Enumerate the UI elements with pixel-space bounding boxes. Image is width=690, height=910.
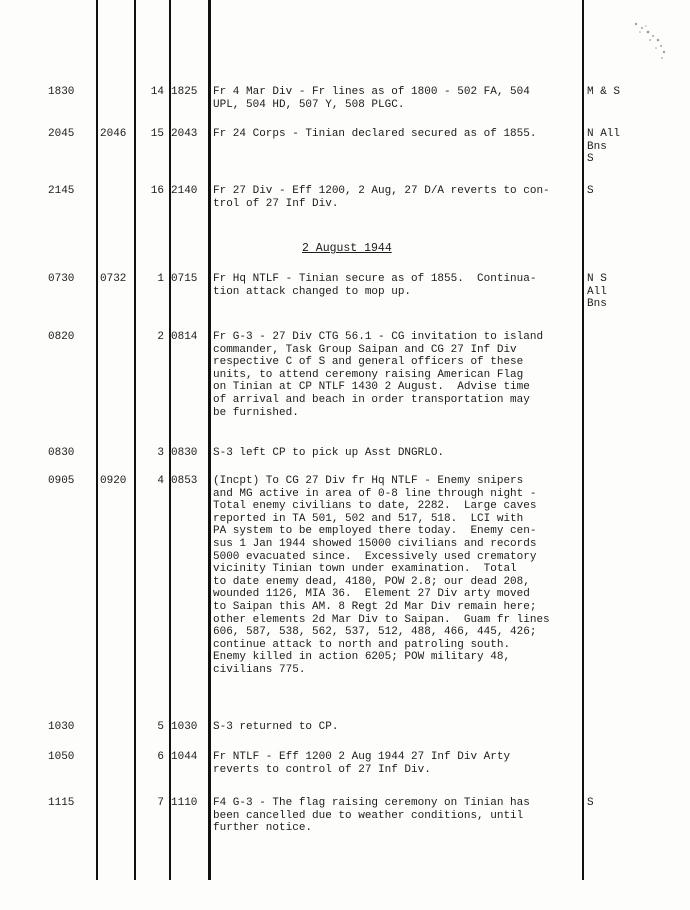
time-received: 1050 bbox=[48, 751, 75, 763]
message-line: Fr G-3 - 27 Div CTG 56.1 - CG invitation to island bbox=[213, 331, 544, 343]
message-line: units, to attend ceremony raising American Flag bbox=[213, 368, 524, 381]
action-initials: All bbox=[587, 285, 607, 298]
message-line: trol of 27 Inf Div. bbox=[213, 197, 339, 210]
time-of-origin: 0853 bbox=[171, 475, 198, 487]
message-line: continue attack to north and patroling south. bbox=[213, 638, 511, 651]
time-received: 2145 bbox=[48, 185, 75, 197]
message-line: to date enemy dead, 4180, POW 2.8; our dead 208, bbox=[213, 575, 530, 588]
time-received: 1115 bbox=[48, 797, 75, 809]
time-of-origin: 0814 bbox=[171, 331, 198, 343]
time-of-origin: 1825 bbox=[171, 86, 198, 98]
time-received: 0820 bbox=[48, 331, 75, 343]
message-line: 5000 evacuated since. Excessively used crematory bbox=[213, 550, 537, 563]
time-of-origin: 1044 bbox=[171, 751, 198, 763]
serial-number: 2 bbox=[157, 331, 164, 343]
date-heading: 2 August 1944 bbox=[302, 242, 392, 255]
message-line: Fr 4 Mar Div - Fr lines as of 1800 - 502 FA, 504 bbox=[213, 86, 530, 98]
serial-number: 4 bbox=[157, 475, 164, 487]
time-of-origin: 2140 bbox=[171, 185, 198, 197]
message-line: commander, Task Group Saipan and CG 27 Inf Div bbox=[213, 343, 517, 356]
message-line: PA system to be employed there today. Enemy cen- bbox=[213, 525, 537, 538]
time-received: 1030 bbox=[48, 721, 75, 733]
column-rule bbox=[208, 0, 211, 880]
time-sent: 0920 bbox=[100, 475, 127, 487]
message-line: S-3 left CP to pick up Asst DNGRLO. bbox=[213, 447, 445, 459]
message-line: reported in TA 501, 502 and 517, 518. LCI with bbox=[213, 512, 524, 525]
time-received: 0830 bbox=[48, 447, 75, 459]
message-line: Total enemy civilians to date, 2282. Large caves bbox=[213, 500, 537, 513]
time-received: 0905 bbox=[48, 475, 75, 487]
message-line: Fr 24 Corps - Tinian declared secured as of 1855. bbox=[213, 128, 537, 140]
column-rule bbox=[96, 0, 98, 880]
serial-number: 14 bbox=[150, 86, 164, 98]
action-initials: M & S bbox=[587, 86, 621, 98]
message-line: to Saipan this AM. 8 Regt 2d Mar Div remain here; bbox=[213, 601, 537, 613]
action-initials: N S bbox=[587, 273, 607, 285]
action-initials: Bns bbox=[587, 140, 607, 153]
message-line: tion attack changed to mop up. bbox=[213, 285, 412, 298]
serial-number: 3 bbox=[157, 447, 164, 459]
action-initials: Bns bbox=[587, 298, 607, 311]
time-of-origin: 0830 bbox=[171, 447, 198, 459]
time-of-origin: 0715 bbox=[171, 273, 198, 285]
message-line: of arrival and beach in order transportation may bbox=[213, 394, 530, 406]
time-of-origin: 1030 bbox=[171, 721, 198, 733]
message-line: reverts to control of 27 Inf Div. bbox=[213, 763, 431, 776]
message-line: UPL, 504 HD, 507 Y, 508 PLGC. bbox=[213, 98, 405, 111]
message-line: Fr NTLF - Eff 1200 2 Aug 1944 27 Inf Div Arty bbox=[213, 751, 511, 763]
action-initials: S bbox=[587, 153, 594, 166]
time-received: 2045 bbox=[48, 128, 75, 140]
time-sent: 0732 bbox=[100, 273, 127, 285]
serial-number: 15 bbox=[150, 128, 164, 140]
action-initials: N All bbox=[587, 128, 621, 140]
message-line: Fr Hq NTLF - Tinian secure as of 1855. Continua- bbox=[213, 273, 537, 285]
message-line: sus 1 Jan 1944 showed 15000 civilians and records bbox=[213, 538, 537, 550]
ink-smudge bbox=[628, 18, 668, 64]
action-initials: S bbox=[587, 797, 594, 809]
message-line: (Incpt) To CG 27 Div fr Hq NTLF - Enemy snipers bbox=[213, 475, 524, 487]
message-line: been cancelled due to weather conditions, until bbox=[213, 809, 524, 822]
message-line: F4 G-3 - The flag raising ceremony on Tinian has bbox=[213, 797, 530, 809]
message-line: wounded 1126, MIA 36. Element 27 Div arty moved bbox=[213, 588, 530, 601]
message-line: vicinity Tinian town under examination. Total bbox=[213, 563, 517, 576]
message-line: other elements 2d Mar Div to Saipan. Guam fr lines bbox=[213, 613, 550, 626]
time-received: 0730 bbox=[48, 273, 75, 285]
message-line: 606, 587, 538, 562, 537, 512, 488, 466, 445, 426; bbox=[213, 626, 537, 639]
time-of-origin: 1110 bbox=[171, 797, 198, 809]
time-sent: 2046 bbox=[100, 128, 127, 140]
message-line: Fr 27 Div - Eff 1200, 2 Aug, 27 D/A reverts to con- bbox=[213, 185, 550, 197]
message-line: be furnished. bbox=[213, 406, 299, 419]
time-of-origin: 2043 bbox=[171, 128, 198, 140]
message-line: on Tinian at CP NTLF 1430 2 August. Advise time bbox=[213, 381, 530, 394]
action-initials: S bbox=[587, 185, 594, 197]
message-line: respective C of S and general officers of these bbox=[213, 356, 524, 369]
serial-number: 1 bbox=[157, 273, 164, 285]
message-line: civilians 775. bbox=[213, 664, 306, 676]
message-line: S-3 returned to CP. bbox=[213, 721, 339, 733]
message-line: further notice. bbox=[213, 822, 313, 835]
time-received: 1830 bbox=[48, 86, 75, 98]
serial-number: 16 bbox=[150, 185, 164, 197]
serial-number: 6 bbox=[157, 751, 164, 763]
message-line: and MG active in area of 0-8 line through night - bbox=[213, 487, 537, 500]
serial-number: 5 bbox=[157, 721, 164, 733]
message-line: Enemy killed in action 6205; POW military 48, bbox=[213, 651, 511, 664]
serial-number: 7 bbox=[157, 797, 164, 809]
